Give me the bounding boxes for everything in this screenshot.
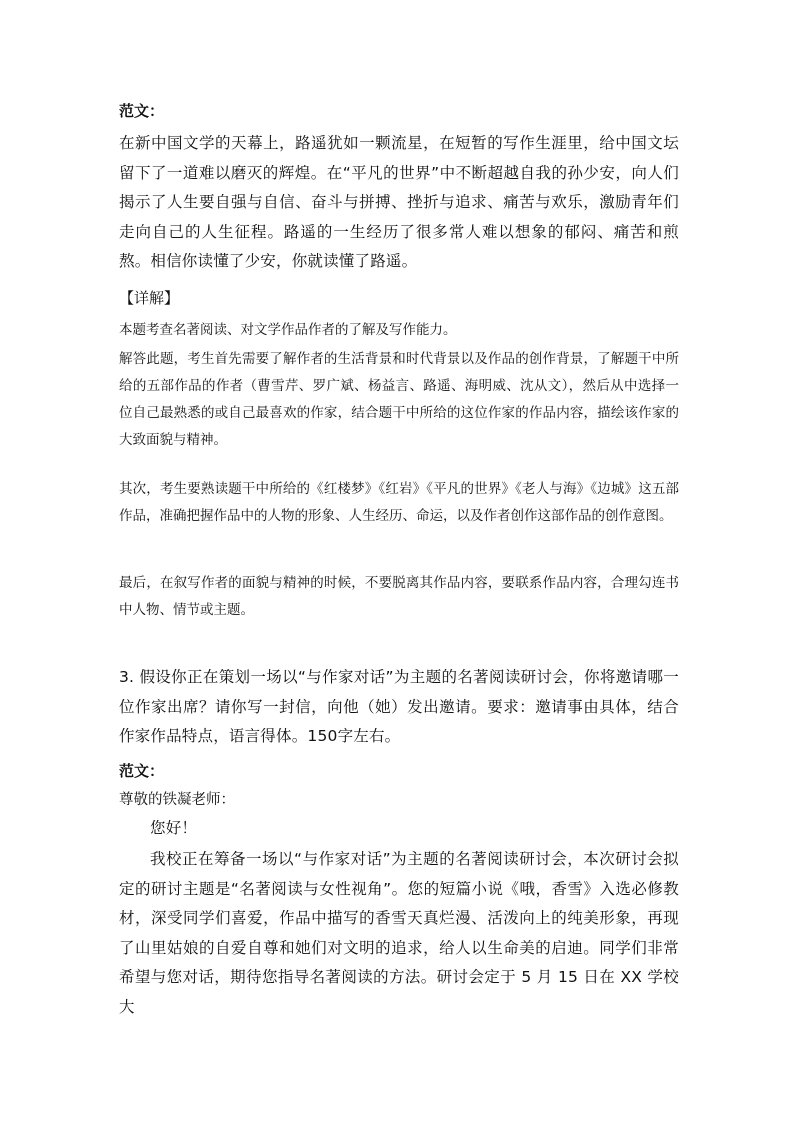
letter-salutation: 尊敬的铁凝老师： [119,792,235,808]
letter-body: 我校正在筹备一场以“与作家对话”为主题的名著阅读研讨会，本次研讨会拟定的研讨主题是“名著阅读与女性视角”。您的短篇小说《哦，香雪》入选必修教材，深受同学们喜爱，作品中描写的香雪天真烂漫、活泼向上的纯美形象，再现了山里姑娘的自爱自尊和她们对文明的追求，给人以生命美的启迪。同学们非常希望与您对话，期待您指导名著阅读的方法。研讨会定于 5 月 15 日在 XX 学校大 [119,850,679,1016]
letter-greeting: 您好！ [150,819,198,837]
question-3-model-heading: 范文： [119,762,165,780]
detail-paragraph-2: 解答此题，考生首先需要了解作者的生活背景和时代背景以及作品的创作背景，了解题干中所给的五部作品的作者（曹雪芹、罗广斌、杨益言、路遥、海明威、沈从文），然后从中选择一位自己最熟悉的或自己最喜欢的作家，结合题干中所给的这位作家的作品内容，描绘该作家的大致面貌与精神。 [119,351,679,448]
model-essay-heading: 范文： [119,102,165,120]
detail-paragraph-4: 最后，在叙写作者的面貌与精神的时候，不要脱离其作品内容，要联系作品内容，合理勾连书中人物、情节或主题。 [119,575,679,618]
detail-paragraph-3: 其次，考生要熟读题干中所给的《红楼梦》《红岩》《平凡的世界》《老人与海》《边城》这五部作品，准确把握作品中的人物的形象、人生经历、命运，以及作者创作这部作品的创作意图。 [119,481,679,524]
model-essay-paragraph: 在新中国文学的天幕上，路遥犹如一颗流星，在短暂的写作生涯里，给中国文坛留下了一道难以磨灭的辉煌。在“平凡的世界”中不断超越自我的孙少安，向人们揭示了人生要自强与自信、奋斗与拼搏、挫折与追求、痛苦与欢乐，激励青年们走向自己的人生征程。路遥的一生经历了很多常人难以想象的郁闷、痛苦和煎熬。相信你读懂了少安，你就读懂了路遥。 [119,134,679,270]
question-3-text: 3. 假设你正在策划一场以“与作家对话”为主题的名著阅读研讨会，你将邀请哪一位作家出席？请你写一封信，向他（她）发出邀请。要求：邀请事由具体，结合作家作品特点，语言得体。150字左右。 [119,668,679,745]
detail-paragraph-1: 本题考查名著阅读、对文学作品作者的了解及写作能力。 [119,322,457,338]
detail-heading: 【详解】 [119,289,180,307]
